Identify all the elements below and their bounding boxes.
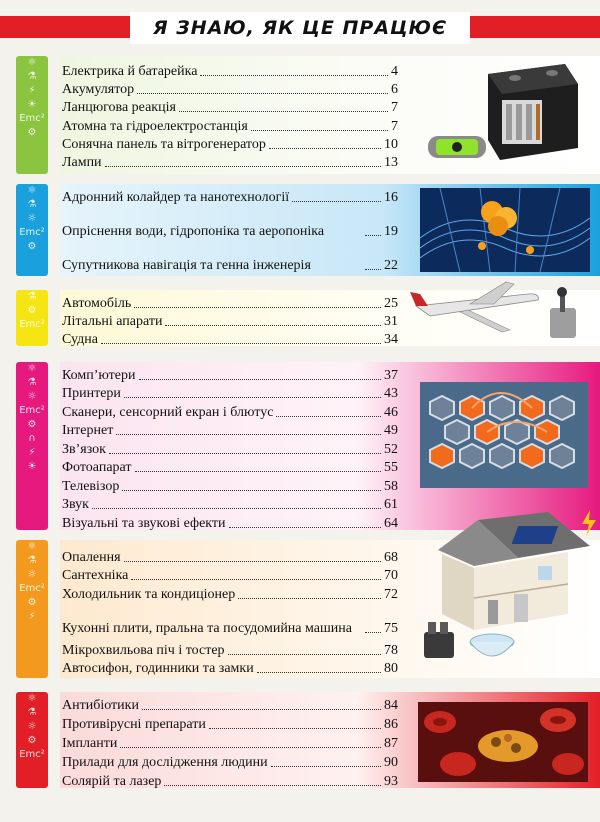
- toc-entry[interactable]: Електрика й батарейка 4: [62, 64, 398, 79]
- toc-entry[interactable]: Фотоапарат 55: [62, 460, 398, 475]
- nano-grid-illustration: [420, 188, 590, 272]
- lightbulb-icon: ☼: [27, 213, 37, 224]
- toc-entry[interactable]: Візуальні та звукові ефекти 64: [62, 516, 398, 531]
- formula-icon: Emc²: [19, 227, 45, 238]
- toc-entry[interactable]: Комп’ютери 37: [62, 368, 398, 383]
- lightning-decor-icon: [580, 510, 598, 536]
- toc-entry[interactable]: Сканери, сенсорний екран і блютус 46: [62, 405, 398, 420]
- toc-entry[interactable]: Прилади для дослідження людини 90: [62, 755, 398, 770]
- toc-entry[interactable]: Автомобіль 25: [62, 296, 398, 311]
- toc-entry[interactable]: Ланцюгова реакція 7: [62, 100, 398, 115]
- atom-icon: ⚛: [27, 363, 37, 374]
- formula-icon: Emc²: [19, 113, 45, 124]
- toc-section-science: [0, 184, 600, 276]
- airplane-illustration: [410, 278, 590, 352]
- section-tab-orange: [16, 540, 48, 678]
- section-tab-magenta: [16, 362, 48, 530]
- toc-entry[interactable]: Телевізор 58: [62, 479, 398, 494]
- toc-entry[interactable]: Сонячна панель та вітрогенератор 10: [62, 137, 398, 152]
- toc-section-communication: [0, 362, 600, 530]
- gear-icon: ⚙: [27, 735, 37, 746]
- sun-icon: ☀: [27, 99, 37, 110]
- flask-icon: ⚗: [27, 199, 37, 210]
- toc-entry[interactable]: Інтернет 49: [62, 423, 398, 438]
- toc-section-transport: [0, 290, 600, 346]
- toc-entry[interactable]: Кухонні плити, пральна та посудомийна машина 75: [62, 621, 398, 636]
- atom-icon: ⚛: [27, 693, 37, 704]
- toc-section-energy: [0, 56, 600, 174]
- toc-entry[interactable]: Опріснення води, гідропоніка та аеропоніка 19: [62, 224, 398, 239]
- flask-icon: ⚗: [27, 555, 37, 566]
- hexagon-network-illustration: [420, 382, 588, 488]
- toc-entry[interactable]: Звук 61: [62, 497, 398, 512]
- toc-entry[interactable]: Мікрохвильова піч і тостер 78: [62, 643, 398, 658]
- toc-entry[interactable]: Зв’язок 52: [62, 442, 398, 457]
- toc-entry[interactable]: Принтери 43: [62, 386, 398, 401]
- flask-icon: ⚗: [27, 291, 37, 302]
- lightning-icon: ⚡: [28, 447, 36, 458]
- formula-icon: Emc²: [19, 405, 45, 416]
- atom-icon: ⚛: [27, 185, 37, 196]
- formula-icon: Emc²: [19, 749, 45, 760]
- section-tab-green: [16, 56, 48, 174]
- magnet-icon: ∩: [28, 433, 36, 444]
- toc-entry[interactable]: Опалення 68: [62, 550, 398, 565]
- toc-entry[interactable]: Лампи 13: [62, 155, 398, 170]
- gear-icon: ⚙: [27, 241, 37, 252]
- formula-icon: Emc²: [19, 583, 45, 594]
- toc-entry[interactable]: Солярій та лазер 93: [62, 774, 398, 789]
- sun-icon: ☀: [27, 461, 37, 472]
- toc-entry[interactable]: Літальні апарати 31: [62, 314, 398, 329]
- toc-entry[interactable]: Холодильник та кондиціонер 72: [62, 587, 398, 602]
- house-illustration: [418, 510, 594, 672]
- lightning-icon: ⚡: [28, 85, 36, 96]
- section-tab-red: [16, 692, 48, 788]
- lightbulb-icon: ☼: [27, 721, 37, 732]
- section-tab-yellow: [16, 290, 48, 346]
- toc-entry[interactable]: Акумулятор 6: [62, 82, 398, 97]
- lightbulb-icon: ☼: [27, 391, 37, 402]
- blood-cells-illustration: [418, 702, 588, 782]
- gear-icon: ⚙: [27, 419, 37, 430]
- gear-icon: ⚙: [27, 127, 37, 138]
- page-title: Я ЗНАЮ, ЯК ЦЕ ПРАЦЮЄ: [130, 12, 470, 44]
- toc-entry[interactable]: Судна 34: [62, 332, 398, 347]
- toc-entry[interactable]: Автосифон, годинники та замки 80: [62, 661, 398, 676]
- toc-section-medicine: [0, 692, 600, 788]
- toc-section-home: [0, 540, 600, 678]
- atom-icon: ⚛: [27, 541, 37, 552]
- lightbulb-icon: ☼: [27, 569, 37, 580]
- toc-entry[interactable]: Адронний колайдер та нанотехнології 16: [62, 190, 398, 205]
- battery-illustration: [420, 56, 585, 174]
- flask-icon: ⚗: [27, 707, 37, 718]
- section-tab-blue: [16, 184, 48, 276]
- gear-icon: ⚙: [27, 597, 37, 608]
- formula-icon: Emc²: [19, 319, 45, 330]
- toc-entry[interactable]: Супутникова навігація та генна інженерія 22: [62, 258, 398, 273]
- flask-icon: ⚗: [27, 71, 37, 82]
- toc-entry[interactable]: Антибіотики 84: [62, 698, 398, 713]
- gear-icon: ⚙: [27, 305, 37, 316]
- toc-entry[interactable]: Атомна та гідроелектростанція 7: [62, 119, 398, 134]
- flask-icon: ⚗: [27, 377, 37, 388]
- atom-icon: ⚛: [27, 57, 37, 68]
- toc-entry[interactable]: Сантехніка 70: [62, 568, 398, 583]
- toc-entry[interactable]: Противірусні препарати 86: [62, 717, 398, 732]
- lightning-icon: ⚡: [28, 611, 36, 622]
- toc-entry[interactable]: Імпланти 87: [62, 736, 398, 751]
